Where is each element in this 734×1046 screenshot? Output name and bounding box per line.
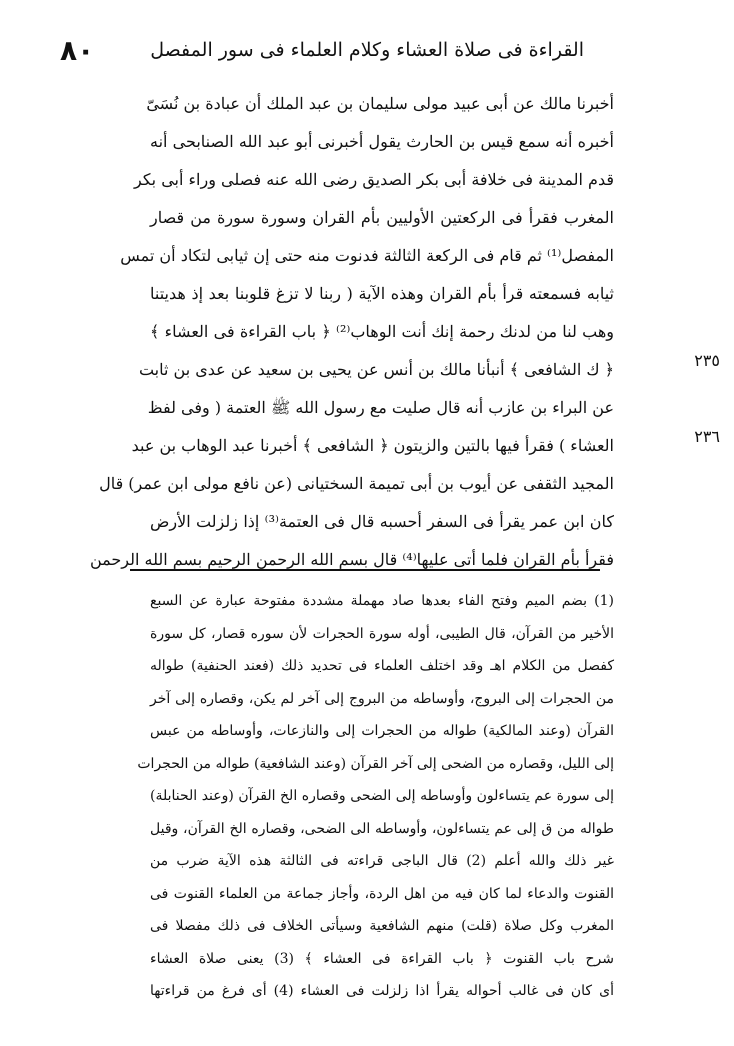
text-line: المجيد الثقفى عن أيوب بن أبى تميمة السختيانى (عن نافع مولى ابن عمر) قال (99, 474, 614, 493)
hadith-number-236: ٢٣٦ (694, 427, 720, 446)
footnote-line: القنوت والدعاء لما كان فيه من اهل الردة، وأجاز جماعة من العلماء القنوت فى (150, 885, 614, 902)
footnote-divider (130, 569, 600, 571)
footnote-line: من الحجرات إلى البروج، وأوساطه من البروج إلى آخر لم يكن، وقصاره إلى آخر (150, 690, 614, 707)
footnote-line: غير ذلك والله أعلم (2) قال الباجى قراءته فى الثالثة هذه الآية ضرب من (150, 853, 614, 869)
footnote-line: إلى الليل، وقصاره من الضحى إلى آخر القرآن (وعند الشافعية) طواله من الحجرات (137, 755, 614, 772)
text-line: المفصل⁽¹⁾ ثم قام فى الركعة الثالثة فدنوت منه حتى إن ثيابى لتكاد أن تمس (120, 246, 614, 265)
text-line: عن البراء بن عازب أنه قال صليت مع رسول الله ﷺ العتمة ( وفى لفظ (147, 398, 614, 417)
footnote-line: شرح باب القنوت ﴿ باب القراءة فى العشاء ﴾ (3) يعنى صلاة العشاء (150, 950, 614, 967)
footnotes (137, 585, 614, 1008)
text-line: العشاء ) فقرأ فيها بالتين والزيتون ﴿ الشافعى ﴾ أخبرنا عبد الوهاب بن عبد (131, 436, 614, 455)
text-line: ثيابه فسمعته قرأ بأم القران وهذه الآية ( ربنا لا تزغ قلوبنا بعد إذ هديتنا (150, 284, 614, 303)
footnote-line: الأخير من القرآن، قال الطيبى، أوله سورة الحجرات لأن سوره قصار، كل سورة (150, 625, 614, 642)
text-line: ﴿ ك الشافعى ﴾ أنبأنا مالك بن أنس عن يحيى بن سعيد عن عدى بن ثابت (138, 360, 614, 379)
page-header (60, 30, 584, 70)
footnote-line: القرآن (وعند المالكية) طواله من الحجرات إلى والنازعات، وأوساطه من عبس (150, 723, 614, 739)
text-line: كان ابن عمر يقرأ فى السفر أحسبه قال فى العتمة⁽³⁾ إذا زلزلت الأرض (150, 512, 615, 531)
page-number: ٨٠ (60, 33, 95, 67)
text-line: المغرب فقرأ فى الركعتين الأوليين بأم القران وسورة سورة من قصار (150, 208, 614, 227)
footnote-line: طواله من ق إلى عم يتساءلون، وأوساطه الى الضحى، وقصاره الخ القرآن، وقيل (150, 820, 614, 837)
footnote-line: المغرب وكل صلاة (قلت) منهم الشافعية وسيأتى الخلاف فى ذلك مفصلا فى (150, 918, 614, 934)
text-line: أخبره أنه سمع قيس بن الحارث يقول أخبرنى أبو عبد الله الصنابحى أنه (150, 132, 614, 151)
running-title: القراءة فى صلاة العشاء وكلام العلماء فى سور المفصل (150, 39, 584, 61)
footnote-line: إلى سورة عم يتساءلون وأوساطه إلى الضحى وقصاره الخ القرآن (وعند الحنابلة) (150, 788, 614, 804)
hadith-number-235: ٢٣٥ (694, 351, 720, 370)
text-line: فقرأ بأم القران فلما أتى عليها⁽⁴⁾ قال بسم الله الرحمن الرحيم بسم الله الرحمن (89, 550, 614, 569)
main-text (89, 85, 615, 579)
footnote-line: (1) بضم الميم وفتح الفاء بعدها صاد مهملة مشددة مفتوحة عبارة عن السبع (150, 593, 614, 609)
text-line: وهب لنا من لدنك رحمة إنك أنت الوهاب⁽²⁾ ﴿ باب القراءة فى العشاء ﴾ (150, 322, 615, 341)
text-line: قدم المدينة فى خلافة أبى بكر الصديق رضى الله عنه فصلى وراء أبى بكر (133, 170, 614, 189)
text-line: أخبرنا مالك عن أبى عبيد مولى سليمان بن عبد الملك أن عبادة بن نُسَىّ (146, 94, 614, 113)
footnote-line: أى كان فى غالب أحواله يقرأ اذا زلزلت فى العشاء (4) أى فرغ من قراءتها (150, 983, 614, 999)
footnote-line: كفصل من الكلام اهـ وقد اختلف العلماء فى تحديد ذلك (فعند الحنفية) طواله (150, 658, 614, 674)
